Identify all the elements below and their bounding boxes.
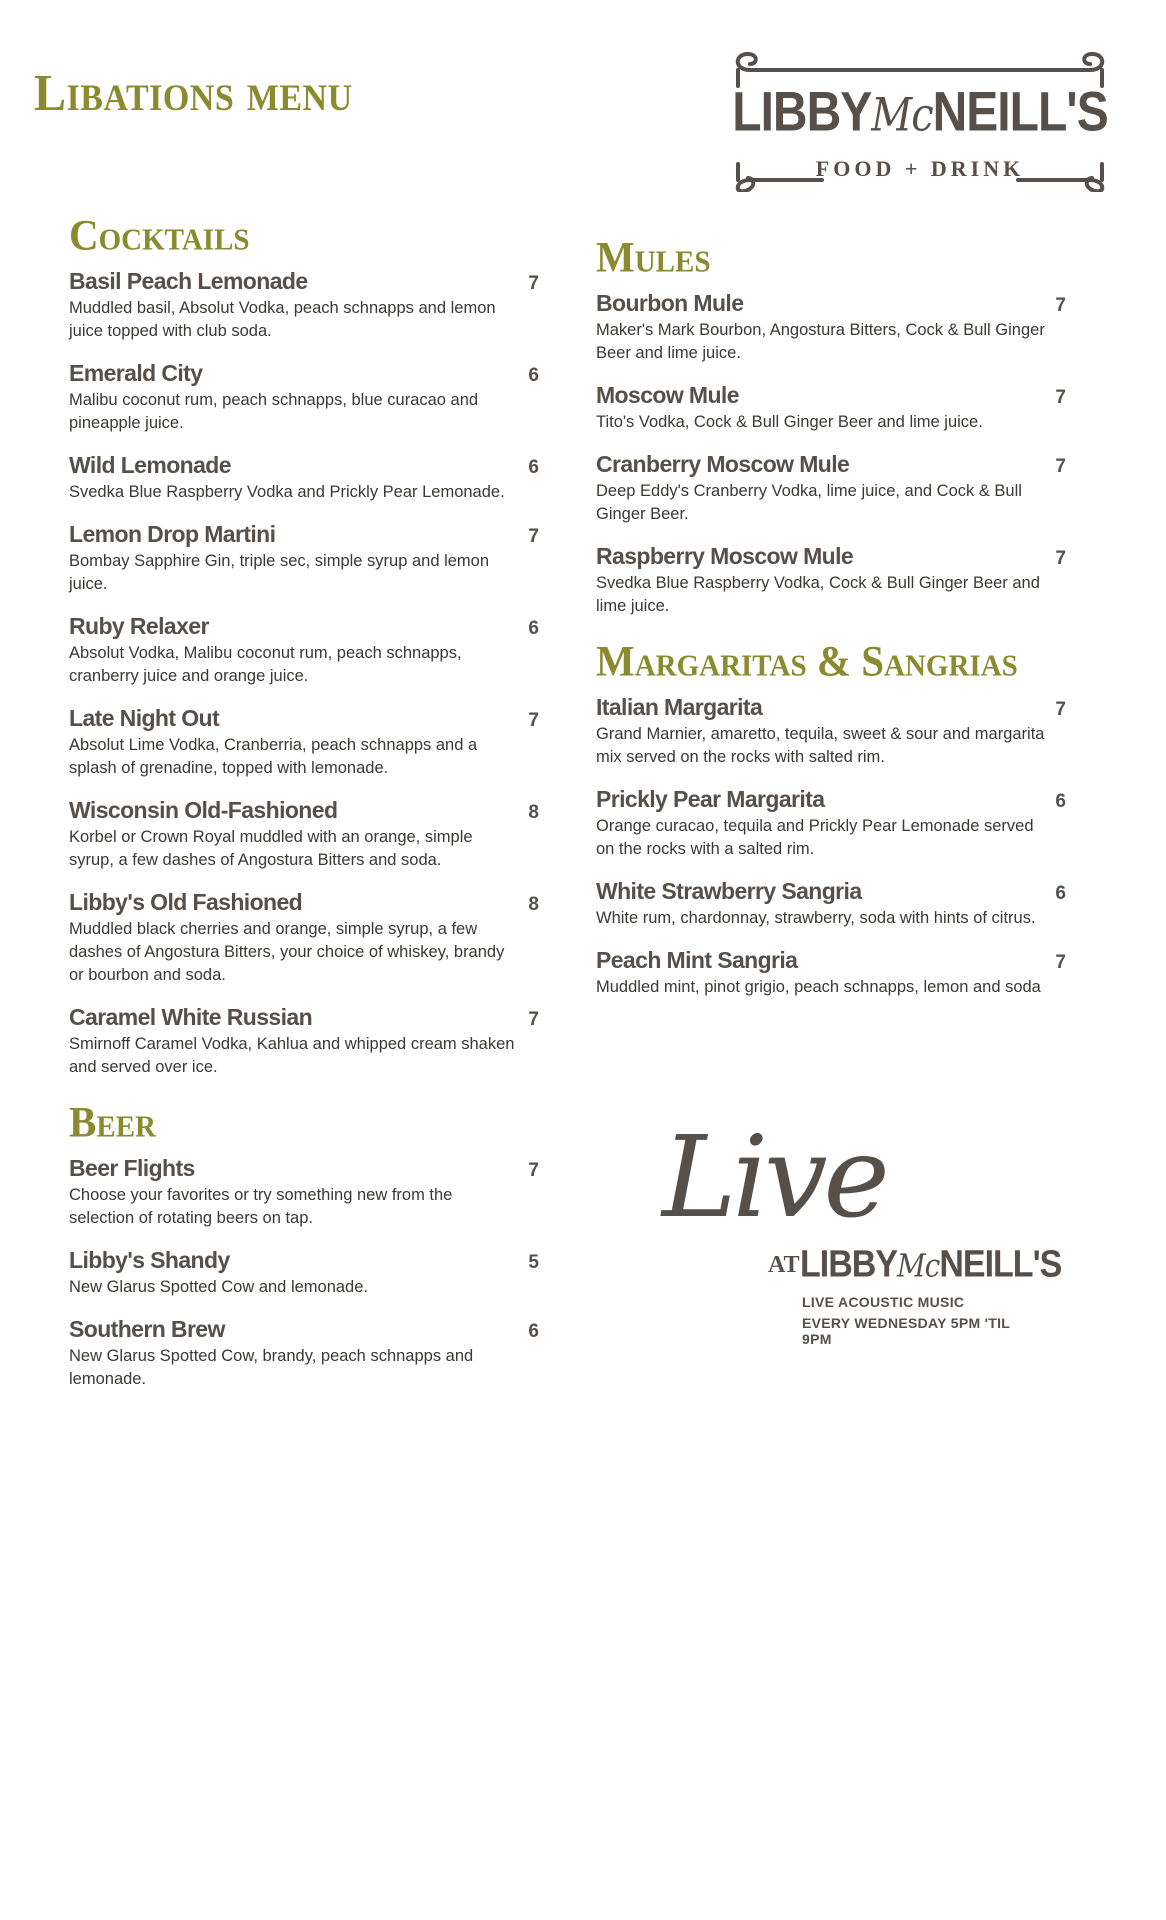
menu-item [69, 704, 539, 780]
logo-wordmark-left: LIBBY [732, 81, 872, 143]
menu-item-name: Cranberry Moscow Mule [596, 451, 850, 477]
menu-item-header [69, 267, 539, 295]
menu-item [596, 785, 1066, 861]
menu-item-price: 7 [1055, 387, 1066, 408]
menu-item-price: 6 [528, 365, 539, 386]
menu-item-description: Muddled black cherries and orange, simple syrup, a few dashes of Angostura Bitters, your choice of whiskey, brandy or bourbon and soda. [69, 920, 505, 984]
menu-item-header [69, 1003, 539, 1031]
menu-item [69, 359, 539, 435]
menu-item [69, 612, 539, 688]
menu-item-header [596, 381, 1066, 409]
menu-item-price: 7 [1055, 548, 1066, 569]
live-brand-wordmark [800, 1243, 1061, 1287]
menu-item-price: 7 [528, 1160, 539, 1181]
menu-column-left [69, 210, 539, 1407]
menu-item [596, 693, 1066, 769]
menu-item-description: Muddled basil, Absolut Vodka, peach schnapps and lemon juice topped with club soda. [69, 299, 496, 340]
menu-item-name: Raspberry Moscow Mule [596, 543, 854, 569]
menu-item-description: Maker's Mark Bourbon, Angostura Bitters, Cock & Bull Ginger Beer and lime juice. [596, 321, 1045, 362]
menu-item-header [69, 888, 539, 916]
live-brand-left: LIBBY [800, 1243, 897, 1286]
menu-item-description: White rum, chardonnay, strawberry, soda with hints of citrus. [596, 909, 1036, 927]
logo-wordmark-mc: Mc [871, 88, 933, 142]
menu-item-description: New Glarus Spotted Cow and lemonade. [69, 1278, 368, 1296]
menu-item [596, 946, 1066, 999]
menu-item-header [596, 542, 1066, 570]
menu-section [596, 232, 1066, 618]
menu-item-price: 6 [528, 618, 539, 639]
menu-item-name: Lemon Drop Martini [69, 521, 276, 547]
menu-item-name: Italian Margarita [596, 694, 763, 720]
menu-item-price: 6 [1055, 791, 1066, 812]
logo-wordmark-right: NEILL'S [932, 81, 1108, 143]
menu-item [596, 450, 1066, 526]
menu-item-name: Wild Lemonade [69, 452, 231, 478]
restaurant-logo [730, 52, 1110, 192]
menu-item-header [69, 451, 539, 479]
menu-item-name: Libby's Shandy [69, 1247, 230, 1273]
menu-item-price: 8 [528, 894, 539, 915]
menu-item-description: Tito's Vodka, Cock & Bull Ginger Beer and lime juice. [596, 413, 983, 431]
menu-item [69, 888, 539, 987]
menu-item-header [596, 785, 1066, 813]
menu-item-description: Svedka Blue Raspberry Vodka, Cock & Bull Ginger Beer and lime juice. [596, 574, 1040, 615]
menu-item-header [69, 359, 539, 387]
menu-item-description: Orange curacao, tequila and Prickly Pear Lemonade served on the rocks with a salted rim. [596, 817, 1034, 858]
menu-item [69, 1246, 539, 1299]
menu-item-name: Beer Flights [69, 1155, 195, 1181]
section-title: Mules [596, 232, 711, 282]
menu-item-description: Bombay Sapphire Gin, triple sec, simple syrup and lemon juice. [69, 552, 490, 593]
menu-section [69, 210, 539, 1079]
menu-item-name: Basil Peach Lemonade [69, 268, 308, 294]
menu-item [596, 381, 1066, 434]
menu-item-price: 6 [528, 457, 539, 478]
menu-item-description: Korbel or Crown Royal muddled with an orange, simple syrup, a few dashes of Angostura Bitters and soda. [69, 828, 473, 869]
menu-item-price: 7 [528, 710, 539, 731]
menu-item-description: Absolut Lime Vodka, Cranberria, peach schnapps and a splash of grenadine, topped with lemonade. [69, 736, 478, 777]
live-music-line: LIVE ACOUSTIC MUSIC [802, 1294, 965, 1310]
menu-item-header [596, 946, 1066, 974]
menu-item-name: White Strawberry Sangria [596, 878, 862, 904]
menu-item-header [596, 289, 1066, 317]
menu-item-header [596, 450, 1066, 478]
menu-item-name: Moscow Mule [596, 382, 739, 408]
menu-item-description: New Glarus Spotted Cow, brandy, peach schnapps and lemonade. [69, 1347, 474, 1388]
menu-section [69, 1097, 539, 1391]
menu-item-price: 7 [528, 526, 539, 547]
menu-item-name: Emerald City [69, 360, 203, 386]
menu-item-price: 6 [528, 1321, 539, 1342]
menu-item-price: 8 [528, 802, 539, 823]
menu-item [69, 451, 539, 504]
live-brand-mc: Mc [897, 1247, 940, 1285]
menu-item-name: Ruby Relaxer [69, 613, 209, 639]
menu-item-description: Muddled mint, pinot grigio, peach schnapps, lemon and soda [596, 978, 1041, 996]
live-script-title: Live [662, 1113, 886, 1243]
menu-section [596, 636, 1066, 999]
live-brand-right: NEILL'S [939, 1243, 1062, 1286]
menu-item-price: 7 [1055, 295, 1066, 316]
menu-item-price: 6 [1055, 883, 1066, 904]
menu-item [69, 1003, 539, 1079]
live-schedule-line: EVERY WEDNESDAY 5PM 'TIL 9PM [802, 1315, 1010, 1347]
menu-item-header [69, 1246, 539, 1274]
menu-item-header [69, 1154, 539, 1182]
live-at-label: AT [768, 1252, 800, 1278]
menu-item-name: Bourbon Mule [596, 290, 744, 316]
menu-item [69, 1315, 539, 1391]
menu-item-price: 5 [528, 1252, 539, 1273]
menu-item-header [69, 520, 539, 548]
menu-item-name: Late Night Out [69, 705, 220, 731]
menu-item-name: Southern Brew [69, 1316, 225, 1342]
menu-item-header [69, 796, 539, 824]
logo-subtitle: FOOD + DRINK [815, 156, 1025, 181]
section-title: Margaritas & Sangrias [596, 636, 1018, 686]
menu-item-price: 7 [528, 1009, 539, 1030]
menu-item [596, 542, 1066, 618]
section-title: Beer [69, 1097, 156, 1147]
menu-item-description: Choose your favorites or try something new from the selection of rotating beers on tap. [69, 1186, 453, 1227]
menu-item-header [596, 877, 1066, 905]
live-music-badge [660, 1113, 1062, 1347]
logo-wordmark [730, 81, 1110, 143]
menu-item-name: Peach Mint Sangria [596, 947, 798, 973]
menu-item-price: 7 [1055, 952, 1066, 973]
menu-item-header [69, 1315, 539, 1343]
menu-item [69, 1154, 539, 1230]
menu-item-name: Prickly Pear Margarita [596, 786, 825, 812]
menu-item-header [69, 704, 539, 732]
menu-item-header [596, 693, 1066, 721]
menu-item [596, 289, 1066, 365]
page-title: Libations menu [34, 64, 353, 123]
menu-item-price: 7 [528, 273, 539, 294]
menu-item-price: 7 [1055, 456, 1066, 477]
menu-item-name: Wisconsin Old-Fashioned [69, 797, 338, 823]
menu-item-name: Libby's Old Fashioned [69, 889, 303, 915]
menu-item [596, 877, 1066, 930]
menu-item [69, 520, 539, 596]
menu-item-header [69, 612, 539, 640]
menu-item-description: Svedka Blue Raspberry Vodka and Prickly Pear Lemonade. [69, 483, 505, 501]
section-title: Cocktails [69, 210, 250, 260]
menu-item [69, 267, 539, 343]
menu-item-description: Grand Marnier, amaretto, tequila, sweet & sour and margarita mix served on the rocks with salted rim. [596, 725, 1045, 766]
menu-item-price: 7 [1055, 699, 1066, 720]
menu-item-description: Absolut Vodka, Malibu coconut rum, peach schnapps, cranberry juice and orange juice. [69, 644, 462, 685]
menu-item-description: Smirnoff Caramel Vodka, Kahlua and whipped cream shaken and served over ice. [69, 1035, 515, 1076]
menu-item-description: Malibu coconut rum, peach schnapps, blue curacao and pineapple juice. [69, 391, 479, 432]
menu-item-description: Deep Eddy's Cranberry Vodka, lime juice, and Cock & Bull Ginger Beer. [596, 482, 1022, 523]
menu-item [69, 796, 539, 872]
menu-item-name: Caramel White Russian [69, 1004, 313, 1030]
menu-column-right [596, 232, 1066, 1015]
